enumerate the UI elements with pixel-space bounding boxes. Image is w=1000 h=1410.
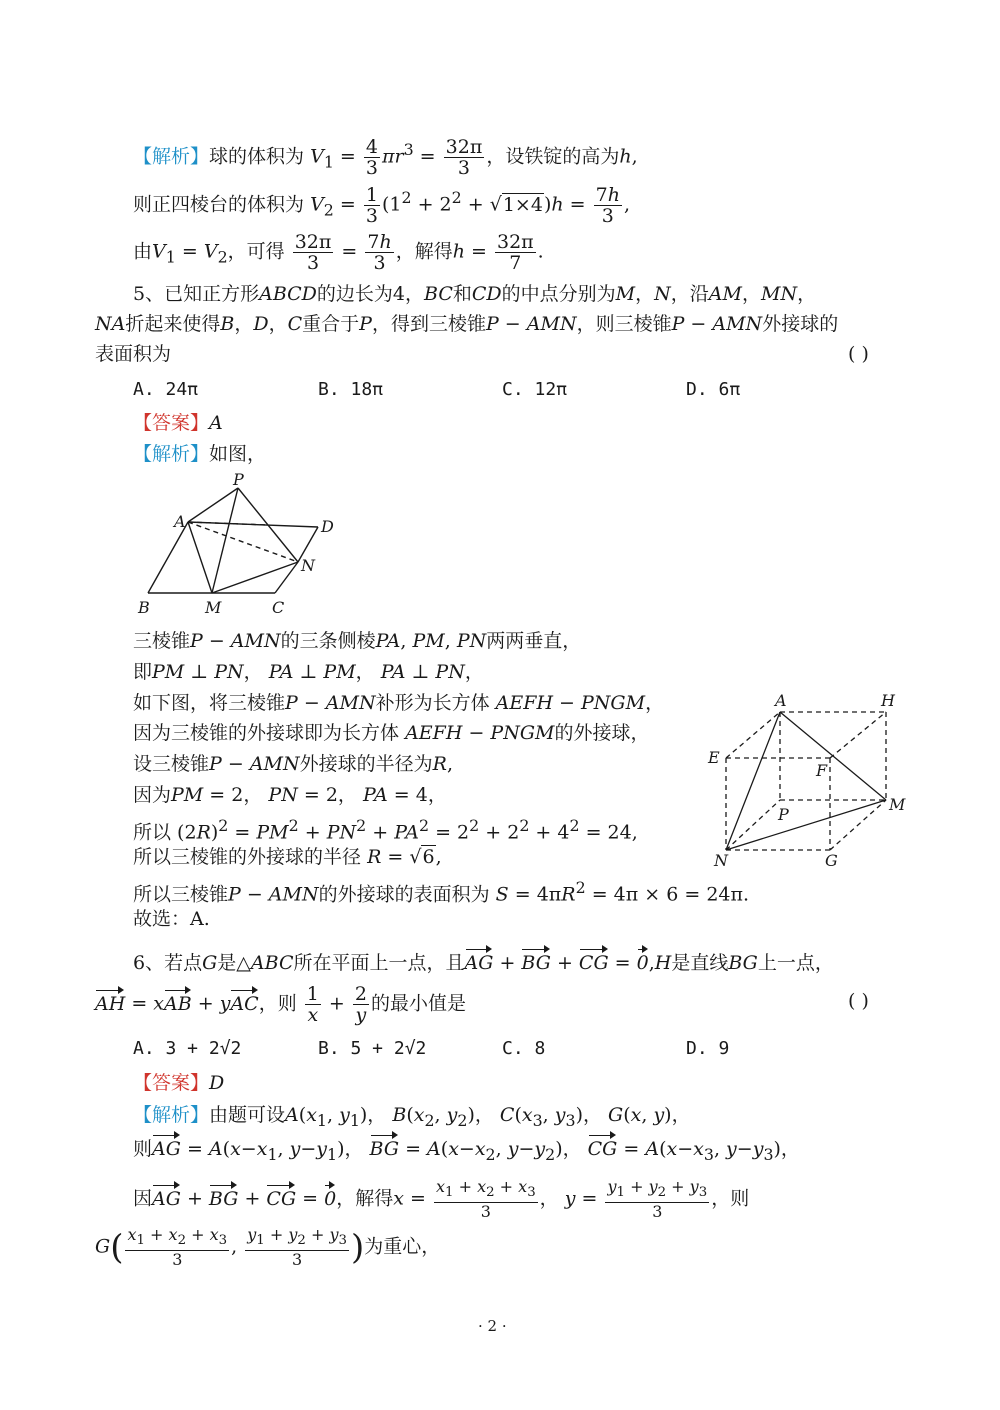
analysis-tag: 【解析】 — [133, 1104, 210, 1126]
q5-line-2: NA折起来使得B，D，C重合于P，得到三棱锥P − AMN，则三棱锥P − AMN外接球的 — [95, 313, 839, 335]
q5-step-8: 所以三棱锥的外接球的半径 R = √6, — [133, 846, 442, 868]
q5-fold-figure — [130, 470, 350, 620]
q5-step-1: 三棱锥P − AMN的三条侧棱PA, PM, PN两两垂直， — [133, 630, 582, 652]
fig2-label-a: A — [775, 691, 787, 710]
q5-step-10: 故选：A. — [133, 908, 210, 930]
fig2-label-f: F — [816, 761, 828, 780]
q5-answer-paren: ( ) — [848, 343, 869, 365]
fig1-label-n: N — [301, 556, 315, 575]
prev-solution-line-2: 则正四棱台的体积为 $V_2$ = $\frac{1}{3}$ $(1^2 + 2^2 + √1\times 4)h$ = $\frac{7h}{3}$ , — [133, 184, 631, 227]
q5-step-3: 如下图，将三棱锥P − AMN补形为长方体 AEFH − PNGM， — [133, 692, 665, 714]
q5-step-7: 所以 $(2R)^2 = PM^2 + PN^2 + PA^2 = 2^2 + 2^2 + 4^2 = 24$, — [133, 816, 638, 844]
fig1-label-m: M — [205, 598, 222, 617]
q5-step-9: 所以三棱锥P − AMN的外接球的表面积为 $S = 4\pi R^2 = 4\pi \times 6 = 24\pi$. — [133, 878, 750, 906]
prev-solution-line-3: 由$V_1 = V_2$，可得 $\frac{32\pi}{3}$ = $\frac{7h}{3}$ ，解得h = $\frac{32\pi}{7}$ . — [133, 231, 544, 274]
page-number: · 2 · — [478, 1317, 507, 1335]
prev-solution-line-1: 【解析】球的体积为 $V_1$ = $\frac{4}{3}$ $\pi r^3$ = $\frac{32\pi}{3}$ ，设铁锭的高为h, — [133, 136, 638, 179]
q6-option-d: D. 9 — [686, 1038, 730, 1059]
q5-step-4: 因为三棱锥的外接球即为长方体 AEFH − PNGM的外接球， — [133, 722, 650, 744]
q5-step-5: 设三棱锥P − AMN外接球的半径为R, — [133, 753, 453, 775]
q6-line-1: 6、若点G是△ABC所在平面上一点，且AG + BG + CG = 0,H是直线BG上一点， — [133, 952, 834, 974]
q5-answer: 【答案】A — [133, 412, 223, 434]
q5-option-d: D. 6π — [686, 379, 741, 400]
fig2-label-m: M — [889, 795, 906, 814]
q6-line-2: AH = xAB + yAC，则 $\frac{1}{x}$ + $\frac{2}{y}$ 的最小值是 — [95, 983, 466, 1026]
q5-step-6: 因为PM = 2， PN = 2， PA = 4， — [133, 784, 447, 806]
fig2-label-n: N — [714, 851, 728, 870]
analysis-tag: 【解析】 — [133, 443, 210, 465]
q5-line-1: 5、已知正方形ABCD的边长为4，BC和CD的中点分别为M，N，沿AM，MN， — [133, 283, 817, 305]
answer-tag: 【答案】 — [133, 1072, 210, 1094]
fig1-label-d: D — [321, 517, 334, 536]
q5-option-c: C. 12π — [502, 379, 568, 400]
q6-analysis-3: 因AG + BG + CG = 0，解得x = $\frac{x_1 + x_2 + x_3}{3}$ ， y = $\frac{y_1 + y_2 + y_3}{3}$ ，则 — [133, 1177, 750, 1222]
fig1-label-c: C — [272, 598, 285, 617]
q6-answer-paren: ( ) — [848, 990, 869, 1012]
q6-analysis-2: 则AG = $A(x-x_1$, $y-y_1$)， BG = $A(x-x_2$, $y-y_2$)， CG = $A(x-x_3$, $y-y_3$)， — [133, 1138, 800, 1164]
q5-step-2: 即PM ⊥ PN， PA ⊥ PM， PA ⊥ PN， — [133, 661, 484, 683]
answer-tag: 【答案】 — [133, 412, 210, 434]
analysis-tag: 【解析】 — [133, 145, 210, 168]
fig2-label-h: H — [881, 691, 895, 710]
fig1-label-p: P — [233, 470, 244, 489]
q5-cuboid-figure — [700, 688, 920, 873]
q6-option-a: A. 3 + 2√2 — [133, 1038, 242, 1059]
q5-line-3: 表面积为 — [95, 343, 172, 365]
q5-option-b: B. 18π — [318, 379, 384, 400]
fig1-label-b: B — [138, 598, 150, 617]
q6-answer: 【答案】D — [133, 1072, 225, 1094]
q5-option-a: A. 24π — [133, 379, 199, 400]
fig2-label-e: E — [708, 748, 720, 767]
q5-analysis-intro: 【解析】如图， — [133, 443, 267, 465]
fig2-label-p: P — [778, 805, 789, 824]
q6-option-b: B. 5 + 2√2 — [318, 1038, 427, 1059]
q6-option-c: C. 8 — [502, 1038, 546, 1059]
q6-analysis-4: G( $\frac{x_1 + x_2 + x_3}{3}$ , $\frac{y_1 + y_2 + y_3}{3}$ )为重心， — [95, 1225, 441, 1270]
fig2-label-g: G — [825, 851, 838, 870]
q6-analysis-1: 【解析】由题可设$A(x_1$, $y_1$)， $B(x_2$, $y_2$)， $C(x_3$, $y_3$)， G(x, y)， — [133, 1104, 691, 1130]
fig1-label-a: A — [174, 512, 186, 531]
